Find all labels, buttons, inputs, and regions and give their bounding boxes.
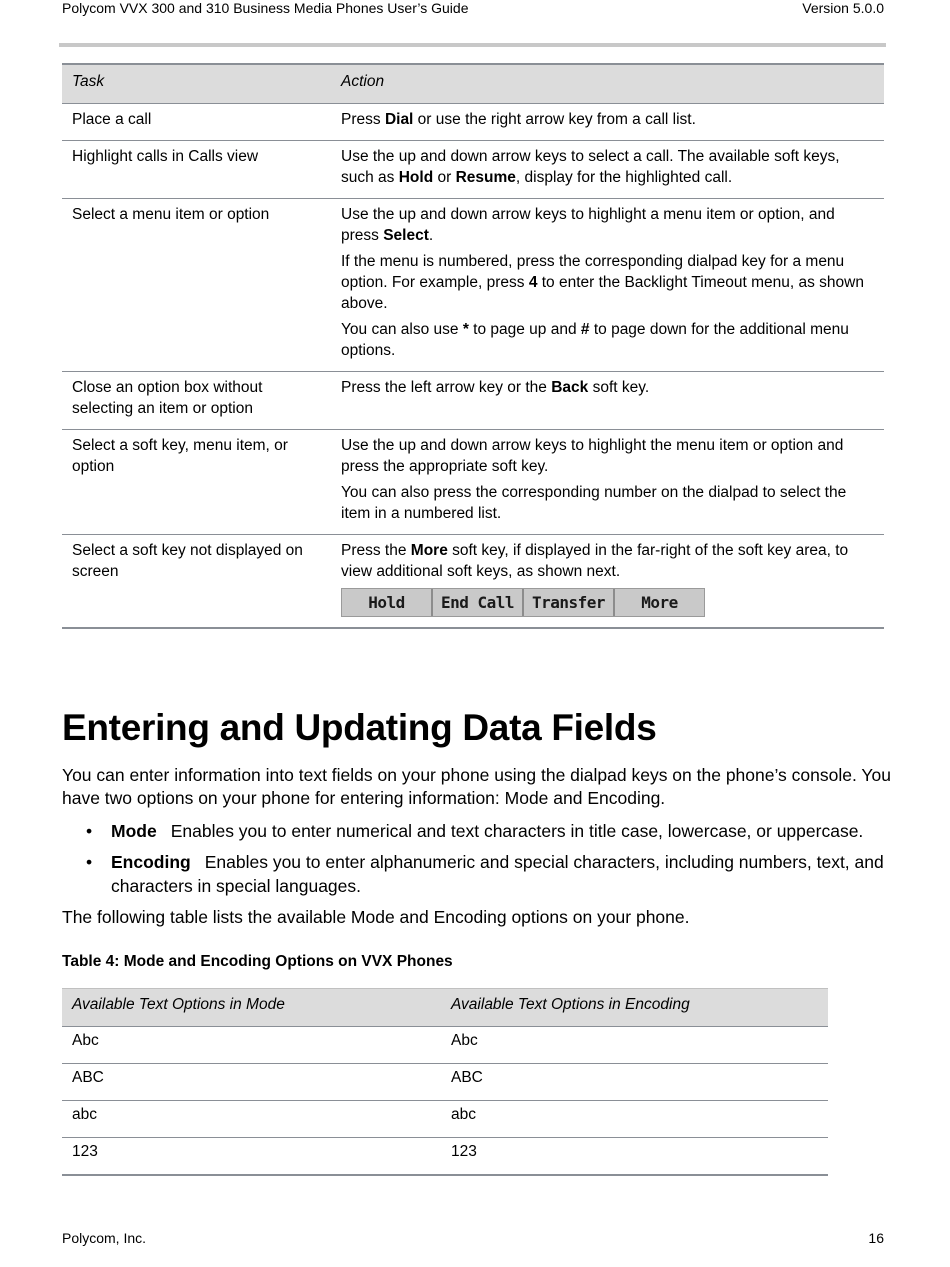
action-text: You can also press the corresponding number on the dialpad to select the item in a numbered list.	[341, 484, 847, 522]
task-action-table	[62, 63, 884, 629]
intro-paragraph: You can enter information into text fields on your phone using the dialpad keys on the phone’s console. You have two options on your phone for entering information: Mode and Encoding.	[62, 765, 891, 808]
action-cell	[331, 199, 884, 372]
col-header-task: Task	[62, 64, 331, 104]
emphasis-term: Back	[551, 379, 589, 396]
task-cell: Select a soft key not displayed on screen	[62, 535, 331, 629]
footer-company: Polycom, Inc.	[62, 1230, 147, 1246]
table-row	[441, 1101, 828, 1138]
action-cell	[331, 372, 884, 430]
task-cell: Highlight calls in Calls view	[62, 141, 331, 199]
action-text: soft key, if displayed in the far-right of the soft key area, to view additional soft keys, as shown next.	[341, 542, 849, 580]
encoding-options-table	[441, 988, 828, 1176]
emphasis-term: Resume	[455, 169, 516, 186]
action-text: or	[433, 169, 456, 186]
header-title: Polycom VVX 300 and 310 Business Media Phones User’s Guide	[62, 0, 469, 16]
action-paragraph	[341, 319, 874, 361]
action-text: Use the up and down arrow keys to select a call. The available soft keys, such as	[341, 148, 840, 186]
header-version: Version 5.0.0	[802, 0, 884, 16]
action-text: Press the left arrow key or the	[341, 379, 552, 396]
task-cell: Close an option box without selecting an item or option	[62, 372, 331, 430]
table-header-row	[62, 64, 884, 104]
emphasis-term: Select	[383, 227, 429, 244]
table-row	[62, 372, 884, 430]
encoding-option: ABC	[441, 1064, 828, 1101]
task-cell: Place a call	[62, 104, 331, 141]
mode-options-table	[62, 988, 449, 1176]
mode-option: Abc	[62, 1027, 449, 1064]
task-cell: Select a menu item or option	[62, 199, 331, 372]
table-row	[441, 1027, 828, 1064]
mode-option: 123	[62, 1138, 449, 1175]
emphasis-term: Hold	[398, 169, 434, 186]
table-row	[62, 430, 884, 535]
action-text: soft key.	[588, 379, 650, 396]
bullet-icon: •	[86, 821, 93, 841]
mode-table-header: Available Text Options in Mode	[62, 989, 449, 1027]
emphasis-term: #	[580, 321, 590, 338]
action-text: Use the up and down arrow keys to highlight a menu item or option, and press	[341, 206, 835, 244]
table-row	[62, 1027, 449, 1064]
action-cell	[331, 141, 884, 199]
action-text: or use the right arrow key from a call list.	[413, 111, 696, 128]
emphasis-term: Dial	[384, 111, 414, 128]
table-row	[441, 1138, 828, 1175]
bullet-text: Enables you to enter alphanumeric and special characters, including numbers, text, and characters in special languages.	[111, 852, 884, 896]
action-text: Press the	[341, 542, 411, 559]
action-text: If the menu is numbered, press the corresponding dialpad key for a menu option. For example, press	[341, 253, 845, 291]
action-cell	[331, 535, 884, 629]
softkey-hold: Hold	[342, 589, 433, 616]
section-heading: Entering and Updating Data Fields	[62, 707, 657, 748]
following-paragraph: The following table lists the available Mode and Encoding options on your phone.	[62, 907, 690, 927]
bullet-icon: •	[86, 852, 93, 872]
option-bullet-list	[86, 819, 896, 905]
bullet-text: Enables you to enter numerical and text characters in title case, lowercase, or uppercase.	[170, 821, 864, 841]
task-cell: Select a soft key, menu item, or option	[62, 430, 331, 535]
table-row	[62, 1101, 449, 1138]
list-item	[86, 850, 896, 898]
softkey-more: More	[641, 593, 678, 612]
table-row	[62, 1064, 449, 1101]
softkey-transfer: Transfer	[524, 589, 615, 616]
action-text: to page up and	[468, 321, 581, 338]
action-cell	[331, 104, 884, 141]
header-rule	[59, 43, 886, 47]
table-caption: Table 4: Mode and Encoding Options on VVX Phones	[62, 953, 453, 970]
encoding-table-header: Available Text Options in Encoding	[441, 989, 828, 1027]
encoding-option: abc	[441, 1101, 828, 1138]
mode-option: abc	[62, 1101, 449, 1138]
encoding-option: 123	[441, 1138, 828, 1175]
action-paragraph	[341, 251, 874, 314]
emphasis-term: 4	[528, 274, 538, 291]
action-paragraph	[341, 109, 874, 130]
softkey-bar-image	[341, 588, 705, 617]
list-item	[86, 819, 896, 843]
action-paragraph	[341, 204, 874, 246]
table-row	[62, 104, 884, 141]
table-row	[62, 199, 884, 372]
action-text: to enter the Backlight Timeout menu, as shown above.	[341, 274, 864, 312]
softkey-end-call: End Call	[433, 589, 524, 616]
page-number: 16	[868, 1230, 884, 1246]
action-paragraph	[341, 482, 874, 524]
mode-option: ABC	[62, 1064, 449, 1101]
action-text: You can also use	[341, 321, 463, 338]
table-row	[62, 535, 884, 629]
action-text: , display for the highlighted call.	[515, 169, 733, 186]
emphasis-term: More	[410, 542, 448, 559]
action-paragraph	[341, 146, 874, 188]
action-text: Use the up and down arrow keys to highlight the menu item or option and press the appropriate soft key.	[341, 437, 844, 475]
bullet-term: Encoding	[111, 852, 191, 872]
action-cell	[331, 430, 884, 535]
action-text: to page down for the additional menu options.	[341, 321, 849, 359]
col-header-action: Action	[331, 64, 884, 104]
action-paragraph	[341, 540, 874, 582]
action-paragraph	[341, 377, 874, 398]
action-paragraph	[341, 435, 874, 477]
action-text: Press	[341, 111, 385, 128]
table-row	[62, 141, 884, 199]
table-row	[441, 1064, 828, 1101]
table-row	[62, 1138, 449, 1175]
encoding-option: Abc	[441, 1027, 828, 1064]
emphasis-term: *	[462, 321, 469, 338]
action-text: .	[428, 227, 434, 244]
bullet-term: Mode	[111, 821, 157, 841]
